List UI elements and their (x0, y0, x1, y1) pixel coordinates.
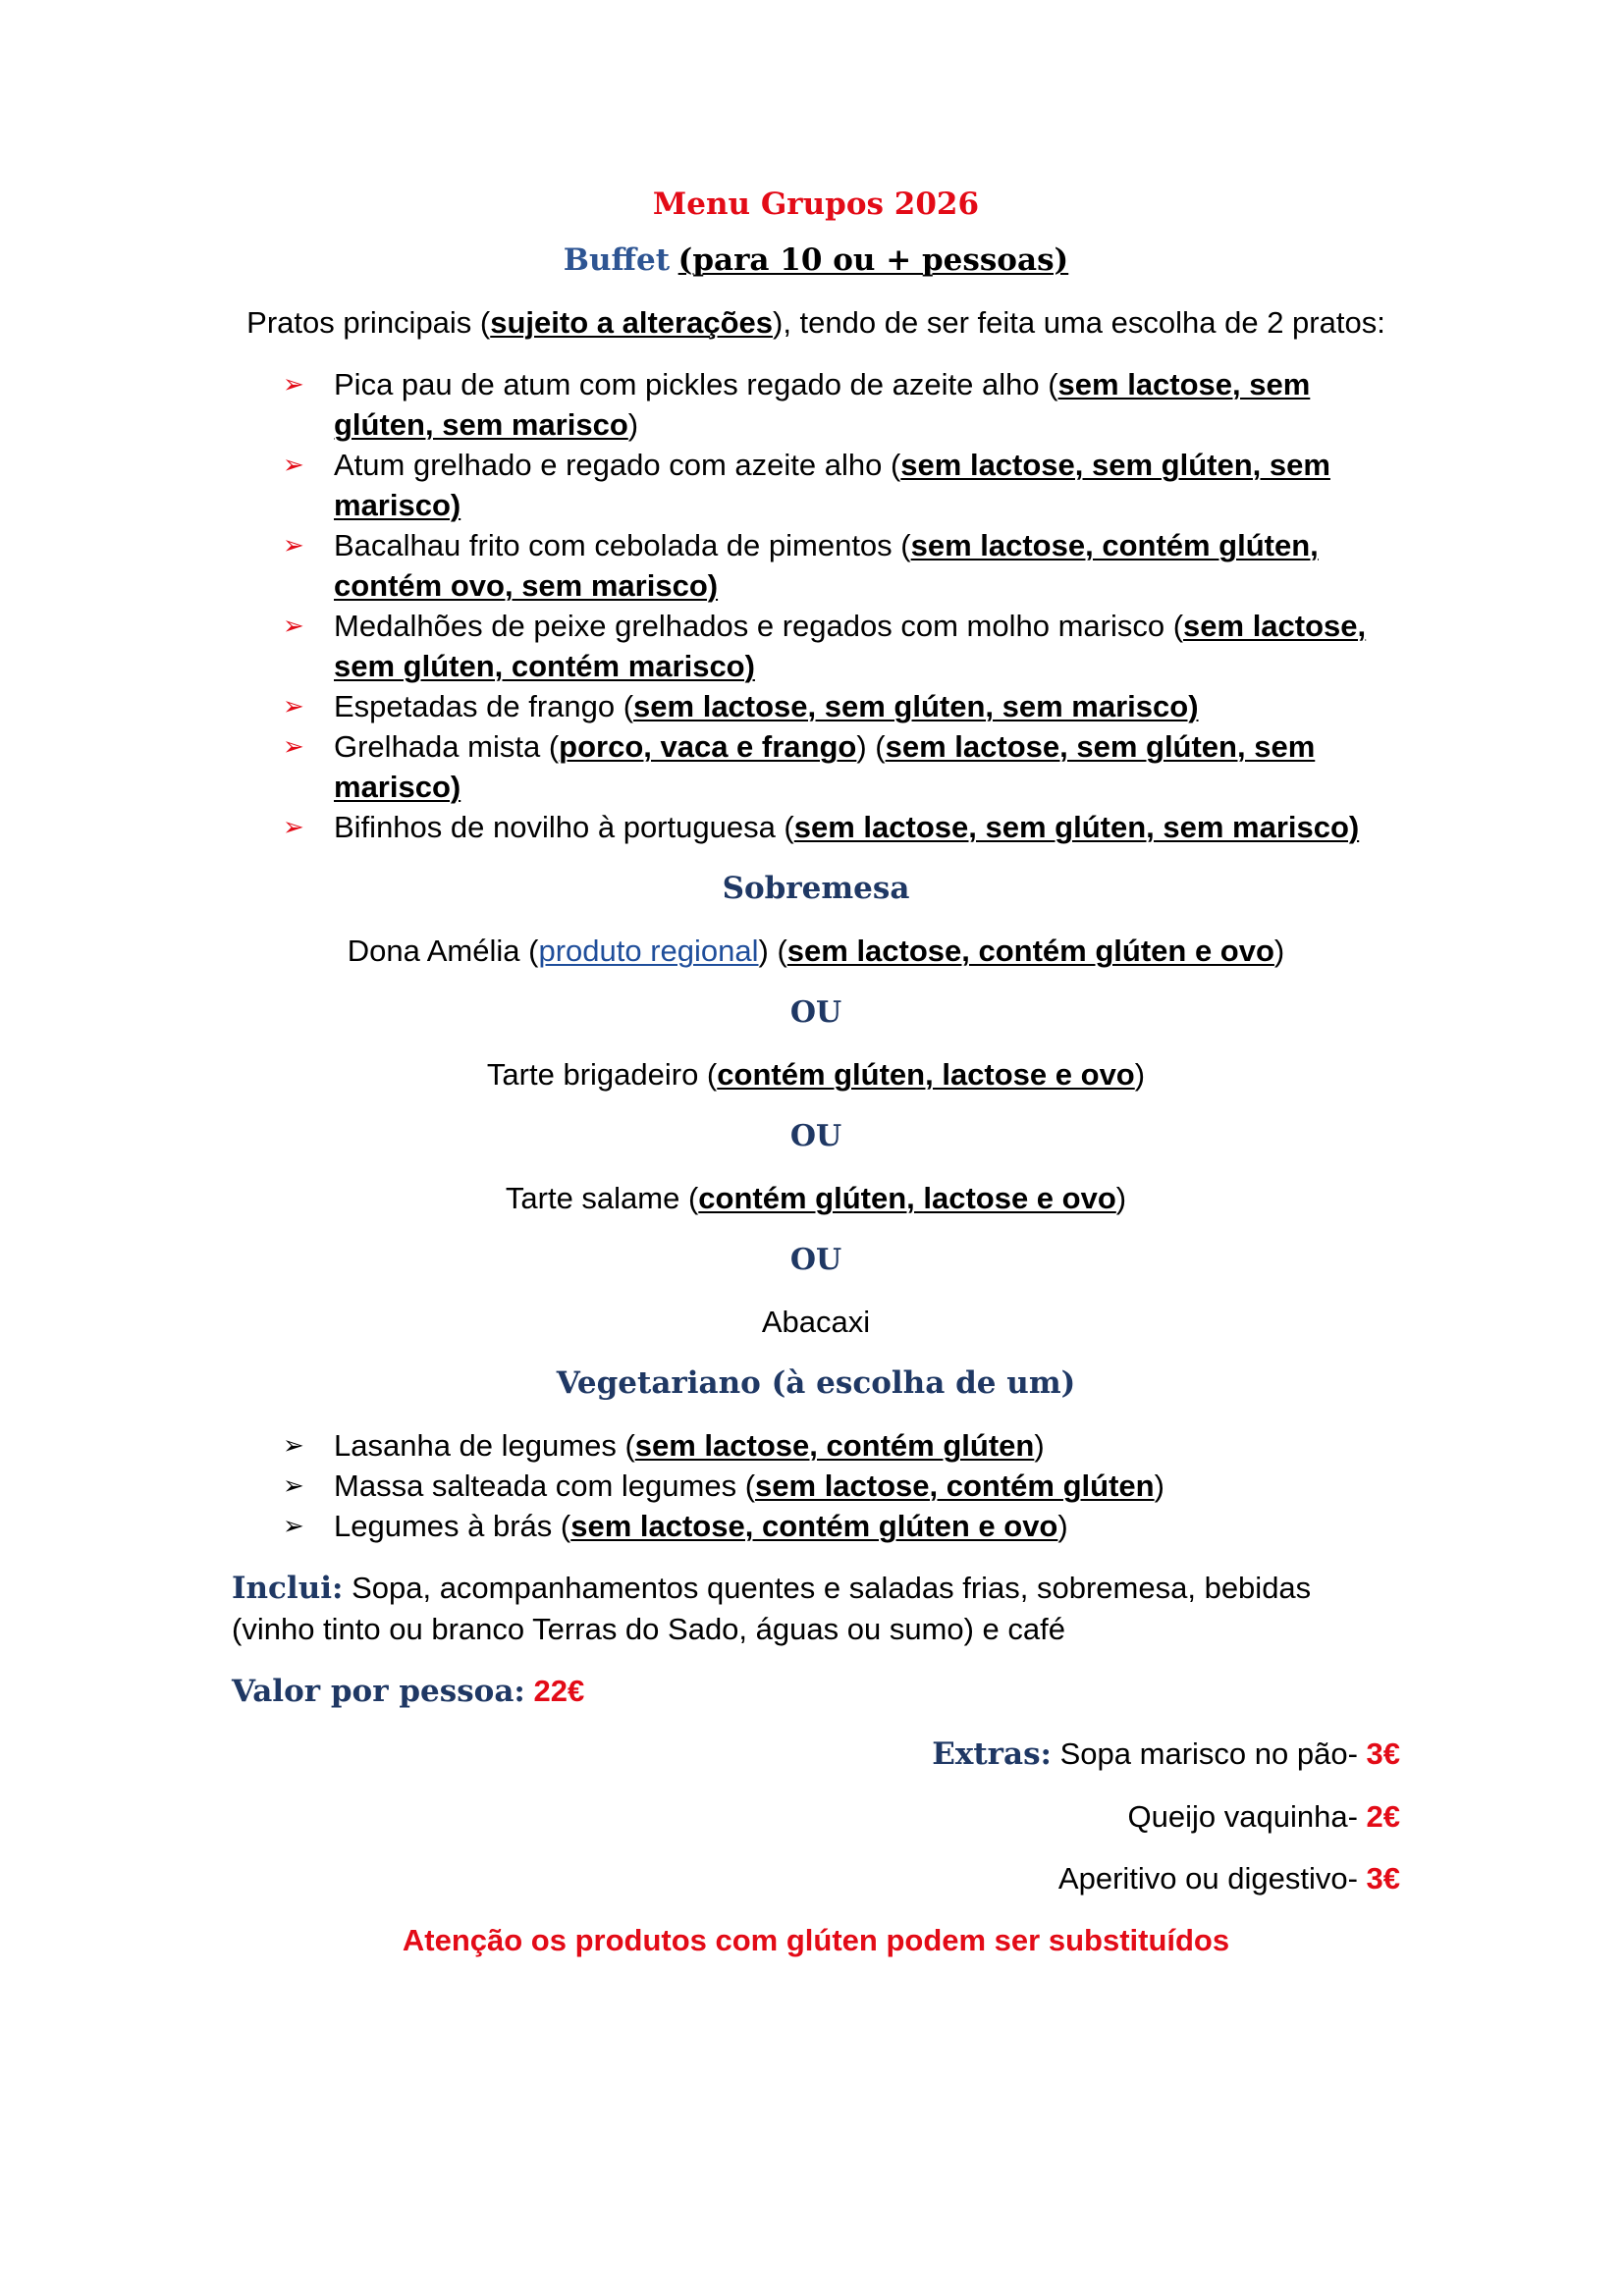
dish-name: Atum grelhado e regado com azeite alho ( (334, 448, 901, 482)
veg-tags: sem lactose, contém glúten (634, 1428, 1035, 1463)
arrow-bullet-icon: ➢ (283, 369, 304, 399)
extras-line-3 (232, 1858, 1400, 1898)
extras-line-2 (232, 1796, 1400, 1837)
list-item (232, 364, 1400, 445)
arrow-bullet-icon: ➢ (283, 691, 304, 721)
dish-tags: sem lactose, sem glúten, sem marisco (334, 367, 1311, 442)
extra-name: Queijo vaquinha- (1127, 1799, 1367, 1834)
extra-name: Aperitivo ou digestivo- (1057, 1861, 1367, 1896)
dish-name: Espetadas de frango ( (334, 689, 634, 723)
dessert-tags: sem lactose, contém glúten e ovo (786, 934, 1274, 968)
arrow-bullet-icon: ➢ (283, 450, 304, 479)
intro-underlined: sujeito a alterações (490, 305, 773, 340)
vegetarian-heading: Vegetariano (à escolha de um) (556, 1365, 1076, 1401)
dish-name: Pica pau de atum com pickles regado de azeite alho ( (334, 367, 1058, 401)
dessert-heading: Sobremesa (722, 871, 910, 906)
arrow-bullet-icon: ➢ (283, 1430, 304, 1460)
menu-document (232, 187, 1400, 1960)
or-separator: OU (789, 995, 842, 1030)
dessert-close: ) (1134, 1057, 1146, 1092)
veg-close: ) (1057, 1509, 1068, 1543)
extras-line-1 (232, 1734, 1400, 1775)
dish-tags: sem lactose, sem glúten, contém marisco) (334, 609, 1367, 683)
dessert-item-4: Abacaxi (761, 1305, 871, 1339)
dish-name: Bacalhau frito com cebolada de pimentos ( (334, 528, 911, 562)
dessert-name: Tarte salame ( (505, 1181, 699, 1215)
main-dishes-list (232, 364, 1400, 847)
or-separator: OU (789, 1243, 842, 1277)
price-label: Valor por pessoa: (232, 1674, 525, 1709)
intro-before: Pratos principais ( (246, 305, 491, 340)
arrow-bullet-icon: ➢ (283, 611, 304, 640)
buffet-label: Buffet (563, 242, 671, 278)
dish-tags: sem lactose, sem glúten, sem marisco) (334, 448, 1330, 522)
intro-after: ), tendo de ser feita uma escolha de 2 pratos: (773, 305, 1385, 340)
dish-name: Grelhada mista ( (334, 729, 560, 764)
dish-close: ) (627, 407, 639, 442)
veg-close: ) (1034, 1428, 1045, 1463)
price-line (232, 1671, 1400, 1712)
dish-meats: porco, vaca e frango (559, 729, 857, 764)
extras-label: Extras: (932, 1736, 1052, 1772)
extra-price: 3€ (1366, 1861, 1400, 1896)
list-item (232, 807, 1400, 847)
dessert-name: Tarte brigadeiro ( (486, 1057, 718, 1092)
dish-tags: sem lactose, sem glúten, sem marisco) (633, 689, 1199, 723)
veg-close: ) (1154, 1468, 1164, 1503)
vegetarian-list (232, 1425, 1400, 1546)
list-item (232, 525, 1400, 606)
regional-product-link[interactable]: produto regional (538, 934, 759, 968)
arrow-bullet-icon: ➢ (283, 1470, 304, 1500)
dessert-item-3 (232, 1178, 1400, 1218)
buffet-sublabel: (para 10 ou + pessoas) (677, 242, 1069, 278)
list-item (232, 445, 1400, 525)
dessert-item-1 (232, 931, 1400, 971)
price-value: 22€ (524, 1674, 585, 1708)
arrow-bullet-icon: ➢ (283, 812, 304, 841)
gluten-notice: Atenção os produtos com glúten podem ser substituídos (402, 1923, 1230, 1957)
list-item (232, 686, 1400, 726)
list-item (232, 726, 1400, 807)
dish-mid: ) ( (856, 729, 886, 764)
dish-tags: sem lactose, sem glúten, sem marisco) (334, 729, 1316, 804)
extra-price: 3€ (1366, 1736, 1400, 1771)
dessert-close: ) (1273, 934, 1285, 968)
dessert-name: Dona Amélia ( (347, 934, 539, 968)
buffet-heading (232, 240, 1400, 281)
list-item (232, 1506, 1400, 1546)
dish-tags: sem lactose, sem glúten, sem marisco) (793, 810, 1360, 844)
veg-name: Massa salteada com legumes ( (334, 1468, 756, 1503)
includes-paragraph (232, 1568, 1400, 1649)
dessert-item-2 (232, 1054, 1400, 1095)
list-item (232, 1425, 1400, 1466)
or-separator: OU (789, 1119, 842, 1153)
dessert-tags: contém glúten, lactose e ovo (698, 1181, 1116, 1215)
dessert-tags: contém glúten, lactose e ovo (717, 1057, 1135, 1092)
arrow-bullet-icon: ➢ (283, 731, 304, 761)
dessert-close: ) (1115, 1181, 1127, 1215)
extra-price: 2€ (1366, 1799, 1400, 1834)
list-item (232, 606, 1400, 686)
includes-text: Sopa, acompanhamentos quentes e saladas frias, sobremesa, bebidas (vinho tinto ou branco Terras do Sado, águas ou sumo) e café (232, 1571, 1312, 1646)
veg-tags: sem lactose, contém glúten e ovo (570, 1509, 1058, 1543)
veg-tags: sem lactose, contém glúten (755, 1468, 1155, 1503)
veg-name: Legumes à brás ( (334, 1509, 571, 1543)
veg-name: Lasanha de legumes ( (334, 1428, 635, 1463)
dessert-mid: ) ( (758, 934, 787, 968)
arrow-bullet-icon: ➢ (283, 1511, 304, 1540)
dish-name: Medalhões de peixe grelhados e regados com molho marisco ( (334, 609, 1184, 643)
dish-name: Bifinhos de novilho à portuguesa ( (334, 810, 794, 844)
list-item (232, 1466, 1400, 1506)
arrow-bullet-icon: ➢ (283, 530, 304, 560)
extra-name: Sopa marisco no pão- (1052, 1736, 1367, 1771)
menu-title: Menu Grupos 2026 (652, 187, 980, 222)
dish-tags: sem lactose, contém glúten, contém ovo, sem marisco) (334, 528, 1319, 603)
intro-text (232, 302, 1400, 343)
includes-label: Inclui: (232, 1571, 344, 1606)
